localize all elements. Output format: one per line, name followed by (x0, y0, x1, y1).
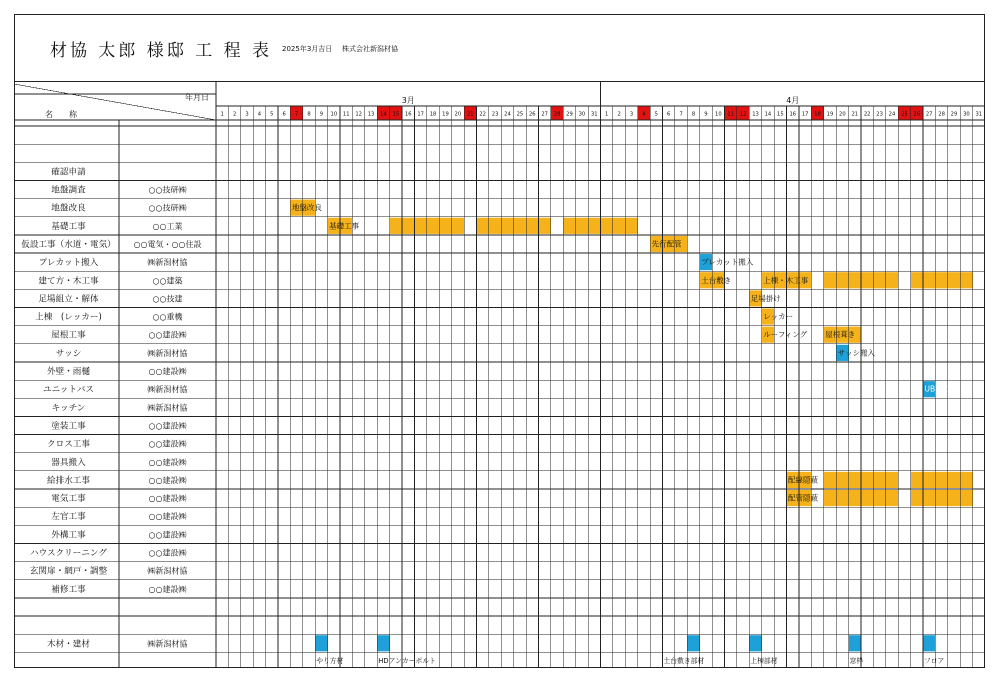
day-number: 4 (642, 111, 646, 118)
material-label: 土台敷き部材 (663, 657, 705, 665)
bar-label: 土台敷き (701, 275, 732, 285)
task-company: ㈱新潟材協 (147, 403, 188, 413)
day-number: 6 (667, 111, 671, 118)
material-label: HDアンカーボルト (378, 657, 436, 665)
task-company: ○○建設㈱ (148, 548, 187, 558)
day-number: 12 (739, 111, 747, 118)
task-name: 左官工事 (51, 512, 86, 523)
task-name: 外構工事 (51, 530, 86, 541)
task-name: サッシ (55, 348, 82, 359)
month-label: 4月 (786, 96, 800, 105)
task-name: 地盤改良 (51, 203, 86, 214)
day-number: 3 (245, 111, 249, 118)
day-number: 26 (528, 111, 536, 118)
day-number: 17 (417, 111, 424, 118)
task-name: 確認申請 (51, 167, 86, 178)
task-name: 電気工事 (51, 494, 86, 505)
day-number: 5 (270, 111, 274, 118)
day-number: 7 (679, 111, 683, 118)
schedule-bar (911, 490, 973, 506)
day-number: 23 (491, 111, 499, 118)
day-number: 25 (516, 111, 524, 118)
material-delivery-marker (849, 635, 861, 651)
bar-label: 配線隠蔽 (788, 475, 819, 485)
day-number: 24 (888, 111, 896, 118)
name-header-label: 名 称 (45, 110, 77, 119)
task-name: 外壁・雨樋 (47, 367, 90, 378)
day-number: 25 (901, 111, 908, 118)
day-number: 17 (801, 111, 809, 118)
day-number: 3 (629, 111, 634, 118)
day-number: 23 (876, 111, 883, 118)
task-name: 塗装工事 (51, 421, 86, 432)
day-number: 2 (617, 111, 621, 118)
day-number: 16 (404, 111, 412, 118)
task-company: ㈱新潟材協 (147, 258, 188, 268)
task-company: ○○建設㈱ (148, 367, 187, 377)
task-company: ○○建設㈱ (148, 475, 187, 485)
day-number: 1 (605, 111, 609, 118)
day-number: 10 (715, 111, 722, 118)
task-company: ○○建設㈱ (148, 457, 187, 467)
day-number: 8 (307, 111, 311, 118)
bar-label: 配管隠蔽 (788, 493, 819, 503)
page-title: 材協 太郎 様邸 工 程 表 (50, 41, 273, 61)
task-company: ○○建設㈱ (148, 584, 187, 594)
bar-label: 先行配管 (651, 239, 682, 249)
day-number: 27 (541, 111, 548, 118)
day-number: 2 (232, 111, 237, 118)
task-company: ○○建設㈱ (148, 439, 187, 449)
material-label: フロア (923, 657, 945, 665)
day-number: 15 (777, 111, 784, 118)
day-number: 21 (466, 111, 474, 118)
task-name: ユニットバス (42, 385, 95, 396)
day-number: 20 (454, 111, 462, 118)
material-label: やり方材 (316, 657, 344, 665)
task-name: ハウスクリーニング (30, 548, 107, 559)
task-company: ○○工業 (152, 221, 183, 231)
task-company: ○○建設㈱ (148, 530, 187, 540)
day-number: 8 (691, 111, 696, 118)
task-name: 給排水工事 (47, 475, 90, 486)
task-name: 屋根工事 (51, 330, 86, 341)
task-name: 建て方・木工事 (38, 276, 99, 287)
material-label: 窓枠 (849, 657, 864, 665)
day-number: 13 (367, 111, 375, 118)
day-number: 11 (342, 111, 350, 118)
task-name: 補修工事 (51, 584, 86, 595)
bar-label: プレカット搬入 (701, 257, 754, 267)
day-number: 30 (578, 111, 586, 118)
day-number: 31 (975, 111, 983, 118)
task-company: ○○技建 (152, 294, 183, 304)
day-number: 11 (727, 111, 735, 118)
day-number: 28 (938, 111, 945, 118)
task-company: ○○電気・○○住設 (133, 239, 202, 249)
material-delivery-marker (377, 635, 389, 651)
task-company: ㈱新潟材協 (147, 566, 188, 576)
material-delivery-marker (687, 635, 699, 651)
task-company: ㈱新潟材協 (147, 639, 188, 649)
day-number: 18 (814, 111, 821, 118)
title-date: 2025年3月吉日 (282, 45, 333, 53)
task-company: ㈱新潟材協 (147, 348, 188, 358)
day-number: 10 (330, 111, 338, 118)
task-name: 木材・建材 (47, 639, 90, 650)
day-number: 24 (504, 111, 511, 118)
task-name: 足場組立・解体 (38, 294, 99, 305)
title-company: 株式会社新潟材協 (342, 45, 398, 53)
task-name: 基礎工事 (51, 221, 86, 232)
day-number: 12 (355, 111, 362, 118)
day-number: 9 (319, 111, 324, 118)
day-number: 21 (851, 111, 859, 118)
bar-label: UB施工 (924, 384, 951, 394)
day-number: 7 (294, 111, 299, 118)
day-number: 5 (654, 111, 658, 118)
month-label: 3月 (401, 96, 415, 105)
material-label: 上棟部材 (750, 657, 778, 665)
day-number: 22 (479, 111, 486, 118)
gantt-text (21, 92, 982, 665)
material-delivery-marker (749, 635, 761, 651)
schedule-bar (911, 472, 973, 488)
bar-label: 屋根葺き (825, 330, 856, 340)
day-number: 16 (789, 111, 797, 118)
bar-label: 上棟・木工事 (763, 275, 809, 285)
day-number: 14 (380, 111, 387, 118)
day-number: 31 (590, 111, 598, 118)
bar-label: レッカー (763, 312, 794, 322)
day-number: 6 (282, 111, 286, 118)
task-name: クロス工事 (47, 439, 90, 450)
task-company: ㈱新潟材協 (147, 385, 188, 395)
day-number: 1 (220, 111, 224, 118)
bar-label: ルーフィング (763, 330, 808, 340)
task-name: キッチン (51, 403, 86, 414)
day-number: 15 (392, 111, 400, 118)
day-number: 19 (442, 111, 449, 118)
task-company: ○○建設㈱ (148, 421, 187, 431)
task-company: ○○建設㈱ (148, 330, 187, 340)
bar-label: サッシ搬入 (837, 348, 876, 358)
day-number: 28 (553, 111, 561, 118)
day-number: 20 (839, 111, 846, 118)
task-company: ○○建設㈱ (148, 494, 187, 504)
task-name: 玄関扉・網戸・調整 (29, 566, 108, 577)
task-name: 上棟 (レッカー) (35, 312, 102, 323)
day-number: 14 (764, 111, 772, 118)
task-company: ○○建設㈱ (148, 512, 187, 522)
bar-label: 足場掛け (750, 293, 781, 303)
task-company: ○○建築 (152, 276, 183, 286)
task-name: 地盤調査 (51, 185, 86, 196)
day-number: 27 (925, 111, 933, 118)
material-delivery-marker (923, 635, 935, 651)
day-number: 29 (566, 111, 573, 118)
day-number: 18 (429, 111, 437, 118)
day-number: 29 (950, 111, 958, 118)
day-number: 19 (826, 111, 834, 118)
task-name: 器具搬入 (51, 457, 86, 468)
task-company: ○○重機 (152, 312, 183, 322)
day-number: 9 (704, 111, 708, 118)
day-number: 30 (963, 111, 970, 118)
day-number: 22 (863, 111, 871, 118)
task-name: 仮設工事（水道・電気） (21, 239, 116, 250)
task-name: プレカット搬入 (38, 258, 99, 269)
bar-label: 基礎工事 (329, 221, 360, 231)
day-number: 13 (752, 111, 759, 118)
schedule-bar (911, 272, 973, 288)
task-company: ○○技研㈱ (148, 203, 187, 213)
day-number: 4 (257, 111, 262, 118)
date-header-label: 年月日 (185, 93, 209, 102)
bar-label: 地盤改良 (291, 203, 322, 213)
day-number: 26 (913, 111, 921, 118)
task-company: ○○技研㈱ (148, 185, 187, 195)
material-delivery-marker (315, 635, 327, 651)
gantt-fills (290, 106, 972, 651)
